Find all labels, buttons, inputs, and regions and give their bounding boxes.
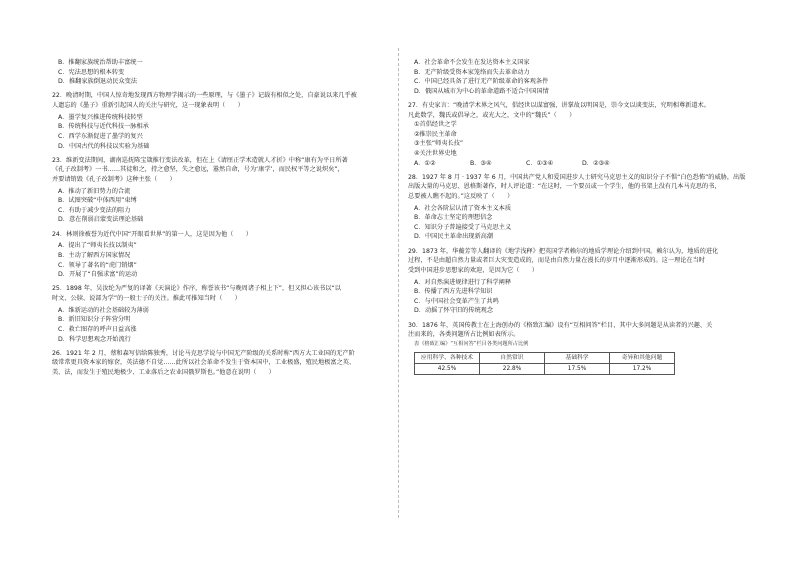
option-d: D．开展了“自强求富”的运动 <box>58 271 138 279</box>
statement-item: ③主张“师夷长技” <box>414 140 464 148</box>
option-c: C．西学东渐促进了墨学的复兴 <box>58 132 143 140</box>
option-a: A．推动了新旧势力的合流 <box>58 187 131 195</box>
option-d: D．②③④ <box>582 159 610 167</box>
option-c: C．知识分子普遍接受了马克思主义 <box>414 223 512 231</box>
table-header-cell: 自然常识 <box>480 353 545 364</box>
option-d-prev: D．推翻家族倒退动民众变法 <box>58 78 138 86</box>
option-b: B．试图突破“中体西用”束缚 <box>58 197 137 205</box>
option-a: A．墨学复兴推进传统科技转型 <box>58 113 143 121</box>
option-a: A．对自然演进规律进行了科学阐释 <box>414 278 512 286</box>
question-stem: 22．晚清时期，中国人惊奇地发现西方物理学揭示的一些原理，与《墨子》记载有相似之处，自豪说以来几乎被 <box>52 92 357 100</box>
option-b: B．新旧知识分子阵营分明 <box>58 316 131 324</box>
question-stem: 30．1876 年，英国传教士在上海创办的《格致汇编》设有“互相问答”栏目，其中大多问题是从读者的兴趣、关 <box>408 321 713 329</box>
question-stem: 《孔子改制考》一书……其徒和之，持之愈坚，失之愈远，嚣然自命，号为‘康学’，而民权平等之说炽矣”， <box>52 166 344 174</box>
question-stem: 时文、公牍、说部为学”的一般士子的关注。推此可推知当时（ ） <box>52 295 241 302</box>
option-d: D．意在削弱启蒙变法理论基础 <box>58 216 144 224</box>
table-header-cell: 奇异和其他问题 <box>610 353 675 364</box>
question-stem: 级常常更具资本家的嫁奁，英法德不自觉……此所以社会革命不发生于资本国中，工业极盛，殖民地极富之英、 <box>52 359 356 367</box>
option-b: B．主动了解西方国家情况 <box>58 252 131 260</box>
option-c: C．有助于减少变法的阻力 <box>58 206 131 214</box>
statement-item: ②推崇民主革命 <box>414 130 457 138</box>
question-24 <box>52 230 388 280</box>
question-stem: 受到中国进步思想家的欢迎，是因为它（ ） <box>408 266 538 274</box>
table-header-cell: 基础科学 <box>545 353 610 364</box>
question-28 <box>408 173 746 242</box>
table-cell: 22.8% <box>480 364 545 375</box>
table-cell: 42.5% <box>415 364 480 375</box>
question-stem: 注而来的，各类问题所占比例如表所示。 <box>408 331 520 339</box>
option-b: B．传统科技与近代科技一脉相承 <box>58 123 149 131</box>
table-header-cell: 应用科学、各种技术 <box>415 353 480 364</box>
table-cell: 17.2% <box>610 364 675 375</box>
question-stem: 24．林则徐被誉为近代中国“开眼看世界”的第一人，这是因为他（ ） <box>52 230 252 238</box>
question-stem: 过程，不是由超自然力量或者巨大灾变造成的，而是由自然力量在漫长的岁月中逐渐形成的。这一理论在当时 <box>408 257 705 265</box>
question-30 <box>408 321 746 376</box>
option-c-prev: C．宪法思想的根本转变 <box>58 68 125 76</box>
option-d: D．俄国从城市为中心的革命道路不适合中国国情 <box>414 87 549 95</box>
statement-item: ④关注世界史地 <box>414 149 457 157</box>
table-cell: 17.5% <box>545 364 610 375</box>
statement-item: ①首倡经世之学 <box>414 121 457 129</box>
table-row <box>415 364 675 375</box>
question-27 <box>408 101 746 168</box>
question-stem: 出版大量的马克思、恩格斯著作，时人评论道：“在这时，一个要员或一个学生，他的书架上没有几本马克思的书， <box>408 183 721 191</box>
option-c: C．救亡图存的呼声日益高涨 <box>58 325 137 333</box>
question-26 <box>52 349 388 378</box>
question-stem: 25．1898 年，吴汝纶为严复的译著《天演论》作序，称誉该书“与晚周诸子相上下”，但又担心该书以“以 <box>52 285 341 293</box>
option-a: A．①② <box>414 159 436 167</box>
option-a: A．社会各阶层认清了资本主义本质 <box>414 204 512 212</box>
option-b: B．革命志士坚定的理想信念 <box>414 214 493 222</box>
question-stem: 凡此数学，魏氏或倡导之，或光大之，文中的“魏氏”（ ） <box>408 111 576 119</box>
question-stem: 28．1927 年 8 月 · 1937 年 6 月，中国共产党人和爱国进步人士研究马克思主义的知识分子不惧“白色恐怖”的威胁，出版 <box>408 173 746 181</box>
question-22 <box>52 91 388 151</box>
question-stem: 23．维新变法期间，湖南巡抚陈宝箴推行变法改革，但在上《请厘正学术造就人才折》中称“康有为平日所著 <box>52 156 348 164</box>
question-stem: 美、法，而发生于殖民地极少、工业落后之农业国俄罗斯也。”他意在说明（ ） <box>52 368 275 376</box>
right-column <box>408 58 746 375</box>
stats-table <box>414 352 675 375</box>
column-divider <box>398 48 399 518</box>
question-23 <box>52 156 388 225</box>
option-b-prev: B．推翻家族统治帮助丰富统一 <box>58 59 143 66</box>
left-column <box>52 58 388 378</box>
option-a: A．提出了“师夷长技以制夷” <box>58 242 137 250</box>
table-header-row <box>415 353 675 364</box>
table-caption: 表《格致汇编》“互相问答”栏目各类问题所占比例 <box>414 340 529 347</box>
option-c: C．与中国社会变革产生了共鸣 <box>414 297 499 305</box>
question-25 <box>52 284 388 344</box>
option-c: C．领导了著名的“虎门销烟” <box>58 261 137 269</box>
options-row <box>408 159 746 169</box>
option-b: B．无产阶级受资本家笼络而失去革命动力 <box>414 68 530 76</box>
question-stem: 27．有史家言：“晚清学术界之风气，倡经世以谋富强，讲掌故以明国是，崇今文以谈变法，究明相尊新道术。 <box>408 101 710 109</box>
option-d: D．科学思想观念开始流行 <box>58 335 131 343</box>
option-b: B．传播了西方先进科学知识 <box>414 288 493 296</box>
option-c: C．①③④ <box>526 159 554 167</box>
option-d: D．动摇了怀守旧的传统观念 <box>414 307 494 315</box>
question-stem: 26．1921 年 2 月，蔡和森写信给陈独秀，讨论马克思学说与中国无产阶级的关系时称“西方大工业国的无产阶 <box>52 349 355 357</box>
option-d: D．中国古代的科技以实验为基础 <box>58 142 150 150</box>
option-d: D．中国民主革命出现新高潮 <box>414 233 494 241</box>
question-stem: 并要请销毁《孔子改制考》这种主张（ ） <box>52 175 176 183</box>
question-stem: 29．1873 年，华蘅芳等人翻译的《地学浅释》把英国学者赖尔的地质学理论介绍到中国。赖尔认为，地质的进化 <box>408 247 719 255</box>
question-stem: 总要被人瞧不起的。”这反映了（ ） <box>408 192 514 200</box>
option-a: A．社会革命不会发生在发达资本主义国家 <box>414 59 530 66</box>
question-29 <box>408 247 746 316</box>
option-c: C．中国已经具备了进行无产阶级革命的客观条件 <box>414 78 549 86</box>
question-stem: 人遗忘的《墨子》重新引起国人的关注与研究，这一现象表明（ ） <box>52 101 244 109</box>
option-a: A．维新运动的社会基础较为薄弱 <box>58 306 149 314</box>
option-b: B．③④ <box>470 159 492 167</box>
